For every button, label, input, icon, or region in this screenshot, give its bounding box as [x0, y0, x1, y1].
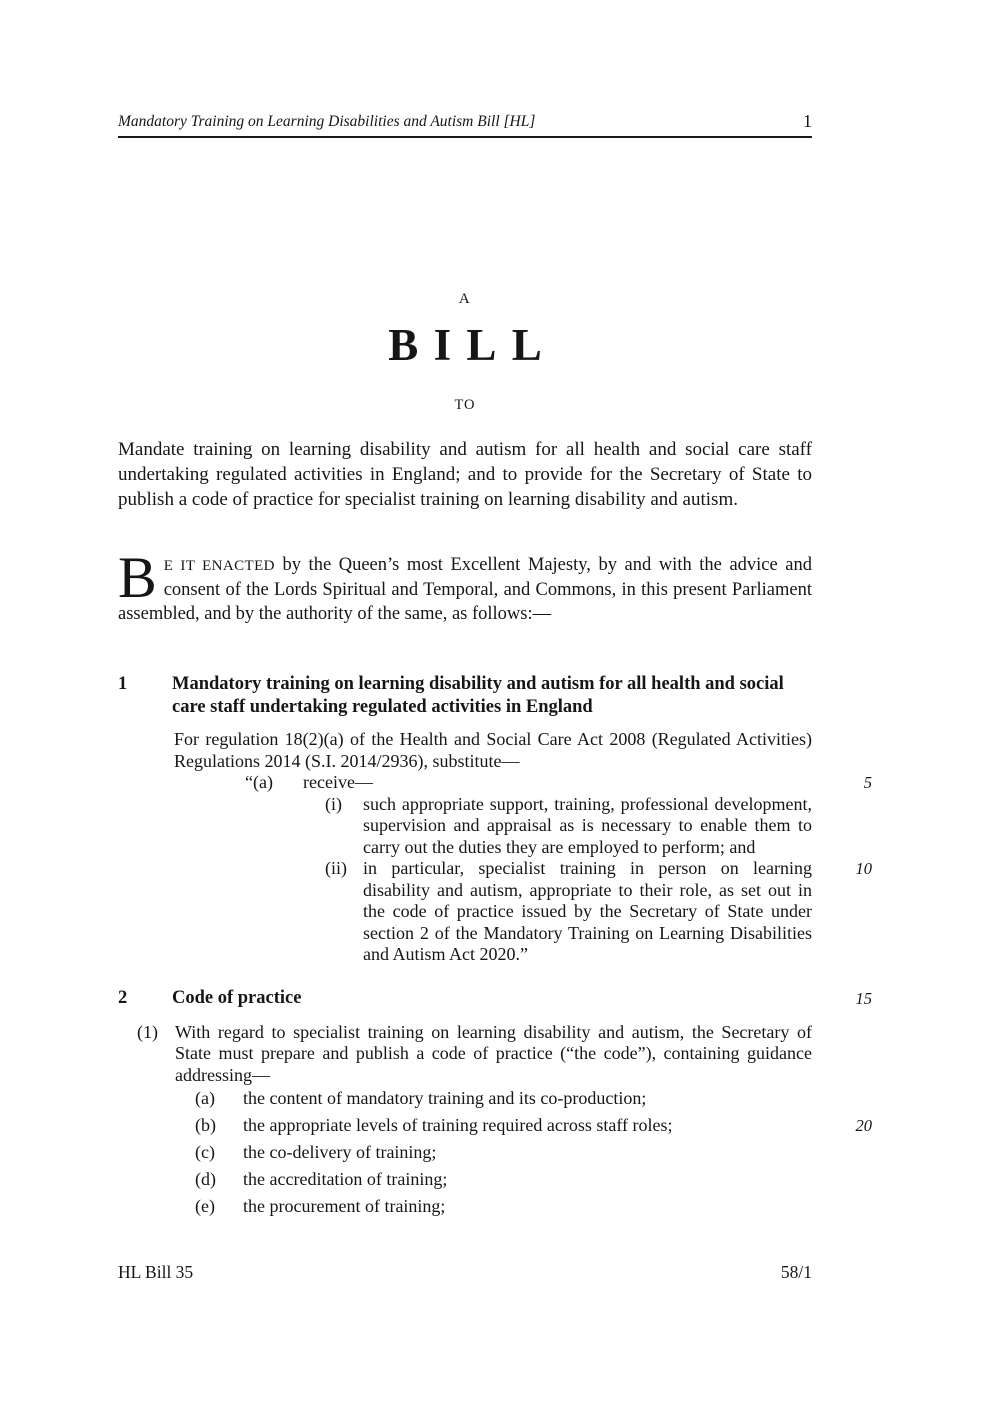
paragraph-e-label: (e): [195, 1196, 215, 1216]
paragraph-b-text: the appropriate levels of training required across staff roles;: [243, 1115, 673, 1135]
enacting-text: by the Queen’s most Excellent Majesty, by and with the advice and consent of the Lords Spiritual and Temporal, and Commons, in this present Parliament assembled, and by the authority of the same, as follows:—: [118, 555, 812, 624]
quoted-paragraph-a-label: “(a): [245, 772, 273, 792]
subparagraph-ii-row: [325, 858, 872, 966]
paragraph-list: [118, 1088, 872, 1218]
paragraph-c-row: [195, 1142, 812, 1164]
section-1-title: Mandatory training on learning disability and autism for all health and social care staff undertaking regulated activities in England: [172, 674, 784, 717]
paragraph-c-label: (c): [195, 1142, 215, 1162]
section-1-heading-row: [118, 673, 812, 719]
subparagraph-i-row: [325, 794, 812, 859]
running-header-title: Mandatory Training on Learning Disabilities and Autism Bill [HL]: [118, 113, 536, 130]
section-1-number: 1: [118, 674, 128, 694]
bill-title-block: [118, 290, 812, 414]
title-article-a: A: [458, 291, 472, 307]
quoted-paragraph-a-text: receive—: [303, 772, 373, 792]
section-1-body: For regulation 18(2)(a) of the Health and Social Care Act 2008 (Regulated Activities) Regulations 2014 (S.I. 2014/2936), substitute—: [174, 729, 812, 771]
paragraph-e-row: [195, 1196, 812, 1218]
subparagraph-i-text: such appropriate support, training, professional development, supervision and appraisal as is necessary to enable them to carry out the duties they are employed to perform; and: [363, 793, 812, 857]
subsection-1-row: [137, 1022, 812, 1087]
subsection-1-label: (1): [137, 1021, 158, 1042]
bill-word-title: BILL: [388, 320, 558, 370]
paragraph-d-text: the accreditation of training;: [243, 1169, 448, 1189]
running-header: [118, 112, 812, 138]
subparagraph-ii-text: in particular, specialist training in person on learning disability and autism, appropriate to their role, as set out in the code of practice issued by the Secretary of State under section 2 of the Mandatory Training on Learning Disabilities and Autism Act 2020.”: [363, 858, 812, 964]
paragraph-d-row: [195, 1169, 812, 1191]
enacting-smallcaps: E IT ENACTED: [163, 558, 275, 574]
subparagraph-i-label: (i): [325, 793, 342, 814]
paragraph-b-row: [195, 1115, 872, 1137]
line-number-5: 5: [863, 773, 872, 792]
paragraph-c-text: the co-delivery of training;: [243, 1142, 437, 1162]
footer-bill-reference: HL Bill 35: [118, 1262, 194, 1282]
page-footer: [118, 1262, 812, 1283]
section-2-number: 2: [118, 987, 128, 1008]
subparagraph-ii-label: (ii): [325, 858, 347, 878]
line-number-20: 20: [855, 1116, 872, 1135]
quoted-paragraph-a-row: [245, 772, 872, 794]
line-number-10: 10: [855, 859, 872, 878]
paragraph-a-text: the content of mandatory training and its co-production;: [243, 1088, 647, 1108]
paragraph-e-text: the procurement of training;: [243, 1196, 446, 1216]
page-number: 1: [803, 111, 812, 131]
footer-session-reference: 58/1: [780, 1262, 812, 1282]
paragraph-b-label: (b): [195, 1115, 216, 1135]
line-number-15: 15: [855, 988, 872, 1008]
subsection-1-text: With regard to specialist training on learning disability and autism, the Secretary of State must prepare and publish a code of practice (“the code”), containing guidance addressing—: [175, 1021, 812, 1085]
section-2-title: Code of practice: [172, 987, 302, 1008]
section-2-heading-row: [118, 987, 872, 1010]
paragraph-a-row: [195, 1088, 812, 1110]
paragraph-d-label: (d): [195, 1169, 216, 1189]
long-title: Mandate training on learning disability and autism for all health and social care staff undertaking regulated activities in England; and to provide for the Secretary of State to publish a code of practice for specialist training on learning disability and autism.: [118, 439, 812, 510]
enacting-formula: [118, 545, 812, 626]
drop-cap-initial: B: [118, 545, 157, 610]
page-content: [118, 0, 872, 1223]
paragraph-a-label: (a): [195, 1088, 215, 1108]
title-to-word: TO: [454, 397, 476, 413]
